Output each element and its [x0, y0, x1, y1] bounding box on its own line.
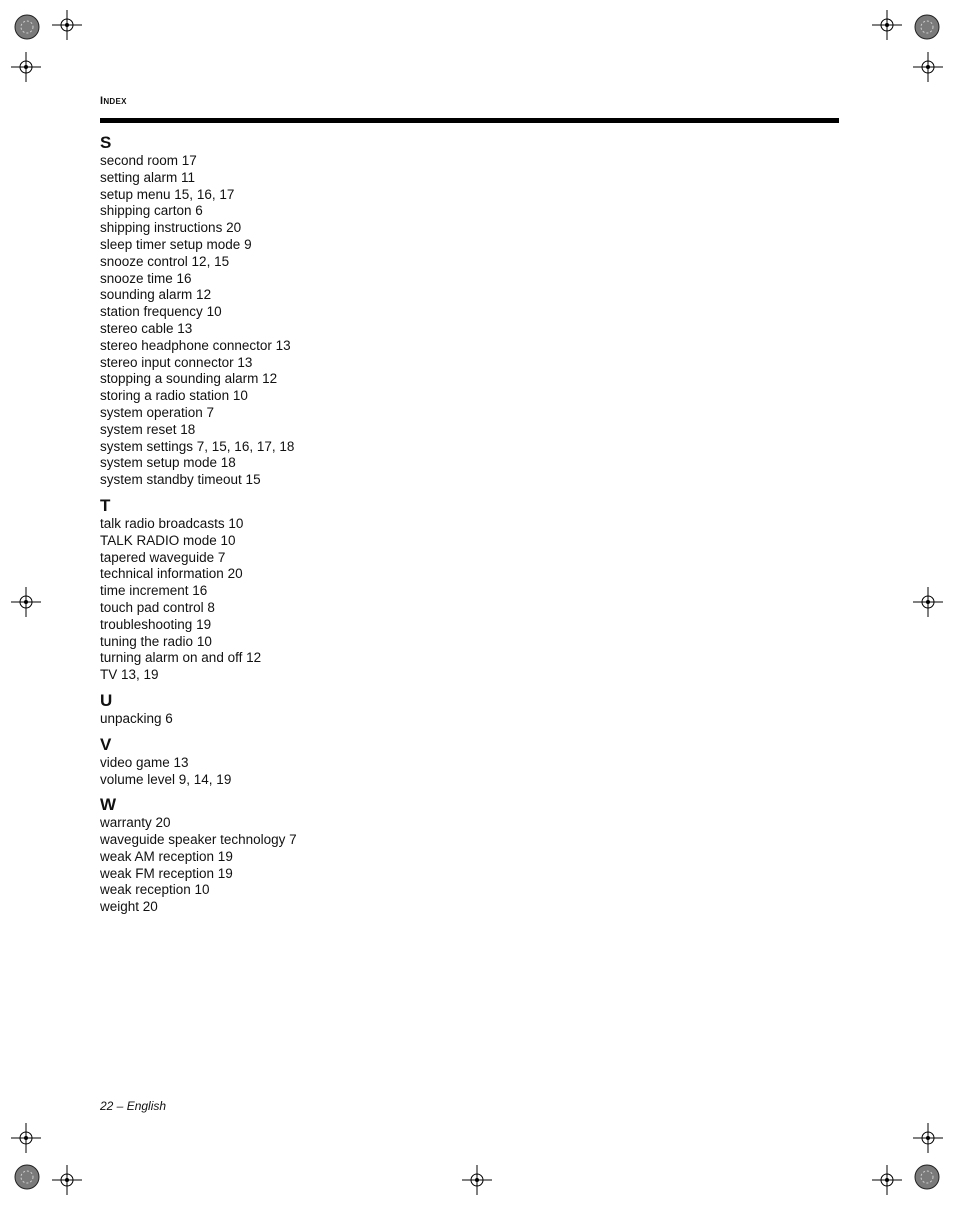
- page-number: 22 – English: [100, 1099, 167, 1113]
- registration-mark-icon: [913, 1123, 943, 1153]
- index-entry: stereo cable 13: [100, 320, 193, 336]
- registration-mark-icon: [462, 1165, 492, 1195]
- index-entry: shipping carton 6: [100, 203, 203, 219]
- registration-mark-icon: [913, 52, 943, 82]
- index-section: [100, 735, 600, 789]
- header-rule: [100, 118, 839, 123]
- index-entry: video game 13: [100, 754, 189, 770]
- index-entry: weak AM reception 19: [100, 848, 233, 864]
- registration-mark-icon: [11, 52, 41, 82]
- registration-mark-icon: [52, 10, 82, 40]
- index-entry: troubleshooting 19: [100, 616, 212, 632]
- index-entry: station frequency 10: [100, 304, 222, 320]
- calibration-disc-icon: [14, 1164, 40, 1190]
- index-entry: TV 13, 19: [100, 667, 159, 683]
- index-entry: system setup mode 18: [100, 455, 236, 471]
- index-entry: weak reception 10: [100, 882, 210, 898]
- index-entry: warranty 20: [100, 815, 171, 831]
- index-entry: system settings 7, 15, 16, 17, 18: [100, 438, 295, 454]
- calibration-disc-icon: [914, 14, 940, 40]
- section-letter: U: [100, 690, 113, 710]
- index-entry: tuning the radio 10: [100, 633, 212, 649]
- index-entry: setup menu 15, 16, 17: [100, 186, 235, 202]
- index-entry: setting alarm 11: [100, 169, 196, 185]
- index-entry: waveguide speaker technology 7: [100, 832, 297, 848]
- index-entry: TALK RADIO mode 10: [100, 532, 236, 548]
- registration-mark-icon: [11, 1123, 41, 1153]
- index-entry: system standby timeout 15: [100, 472, 261, 488]
- index-entry: tapered waveguide 7: [100, 549, 226, 565]
- index-entry: system reset 18: [100, 421, 196, 437]
- index-entry: second room 17: [100, 153, 197, 168]
- index-entry: stereo input connector 13: [100, 354, 253, 370]
- index-entry: weight 20: [100, 899, 158, 915]
- running-head: Index: [100, 95, 127, 107]
- index-entry: time increment 16: [100, 583, 208, 599]
- index-entry: sleep timer setup mode 9: [100, 236, 252, 252]
- index-entry: snooze time 16: [100, 270, 192, 286]
- section-letter: W: [100, 795, 117, 815]
- index-list: [100, 133, 600, 923]
- registration-mark-icon: [872, 10, 902, 40]
- index-section: [100, 133, 600, 489]
- calibration-disc-icon: [914, 1164, 940, 1190]
- index-entry: unpacking 6: [100, 710, 173, 726]
- index-entry: shipping instructions 20: [100, 220, 242, 236]
- section-letter: S: [100, 133, 112, 152]
- calibration-disc-icon: [14, 14, 40, 40]
- registration-mark-icon: [11, 587, 41, 617]
- registration-mark-icon: [913, 587, 943, 617]
- index-section: [100, 795, 600, 916]
- index-entry: stereo headphone connector 13: [100, 337, 291, 353]
- registration-mark-icon: [52, 1165, 82, 1195]
- index-section: [100, 691, 600, 728]
- index-entry: stopping a sounding alarm 12: [100, 371, 278, 387]
- index-entry: system operation 7: [100, 404, 215, 420]
- index-entry: volume level 9, 14, 19: [100, 771, 232, 787]
- index-section: [100, 496, 600, 684]
- index-entry: technical information 20: [100, 566, 243, 582]
- index-entry: touch pad control 8: [100, 599, 215, 615]
- section-letter: T: [100, 495, 111, 515]
- index-entry: storing a radio station 10: [100, 388, 248, 404]
- index-entry: snooze control 12, 15: [100, 253, 230, 269]
- registration-mark-icon: [872, 1165, 902, 1195]
- index-entry: turning alarm on and off 12: [100, 650, 262, 666]
- section-letter: V: [100, 734, 112, 754]
- index-entry: talk radio broadcasts 10: [100, 515, 244, 531]
- index-entry: sounding alarm 12: [100, 287, 212, 303]
- index-entry: weak FM reception 19: [100, 865, 233, 881]
